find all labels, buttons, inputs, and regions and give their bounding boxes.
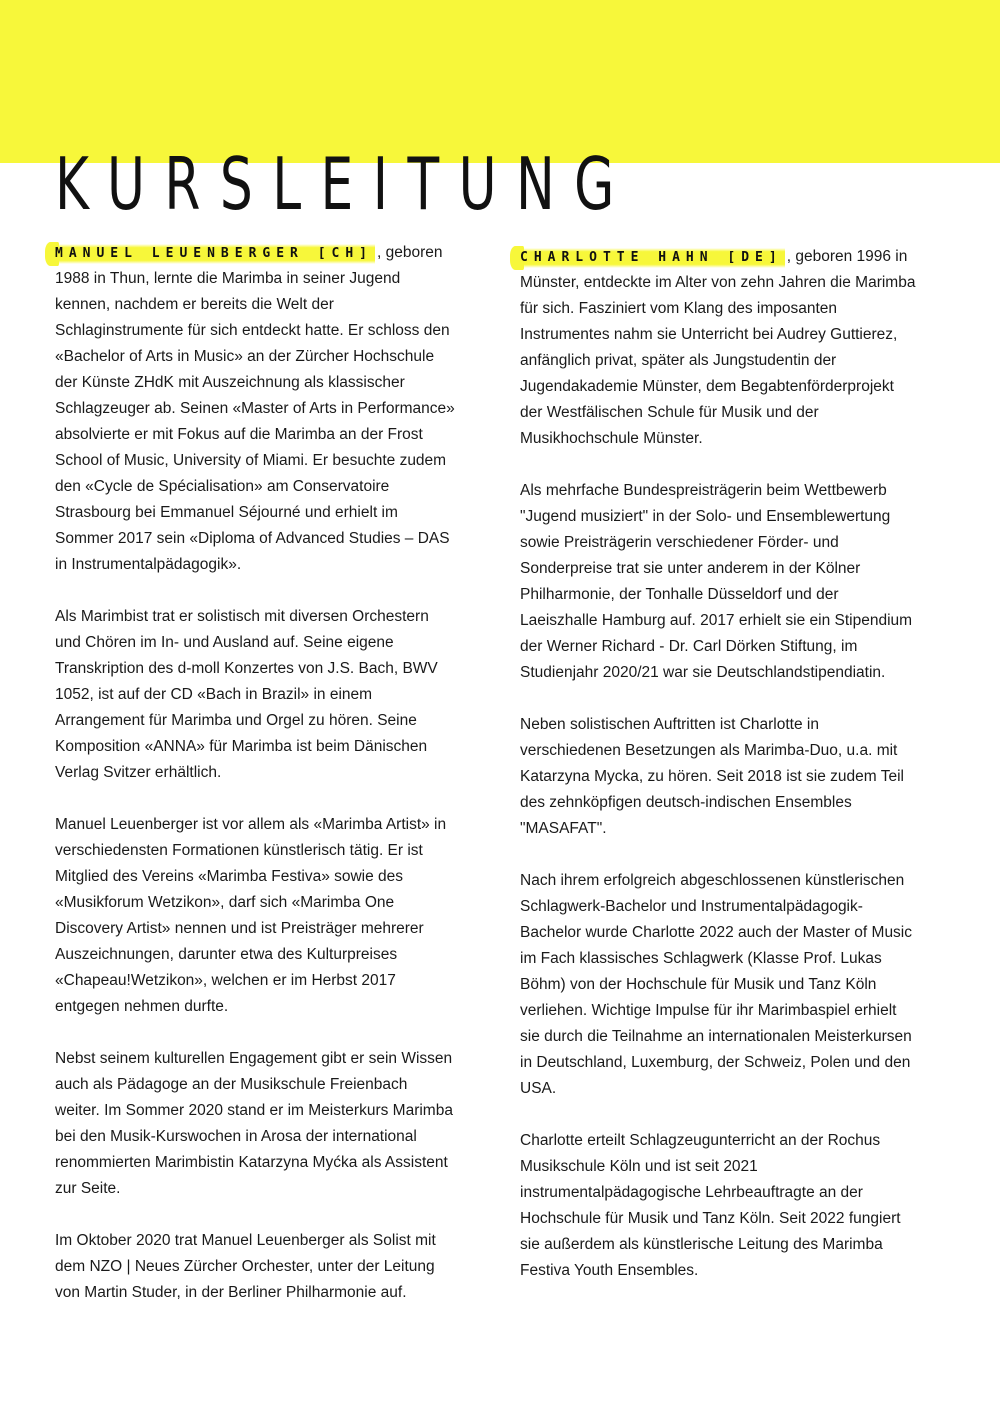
page-title: KURSLEITUNG	[55, 142, 634, 227]
name-tag-charlotte-hahn: CHARLOTTE HAHN [DE]	[520, 248, 785, 268]
bio-column-charlotte-hahn	[520, 244, 920, 1310]
bio-paragraph: Nach ihrem erfolgreich abgeschlossenen künstlerischen Schlagwerk-Bachelor und Instrumentalpädagogik-Bachelor wurde Charlotte 2022 auch der Master of Music im Fach klassisches Schlagwerk (Klasse Prof. Lukas Böhm) von der Hochschule für Musik und Tanz Köln verliehen. Wichtige Impulse für ihr Marimbaspiel erhielt sie durch die Teilnahme an internationalen Meisterkursen in Deutschland, Luxemburg, der Schweiz, Polen und den USA.	[520, 872, 913, 1097]
bio-paragraph: Im Oktober 2020 trat Manuel Leuenberger als Solist mit dem NZO | Neues Zürcher Orchester, unter der Leitung von Martin Studer, in der Berliner Philharmonie auf.	[55, 1232, 436, 1301]
bio-intro-paragraph	[520, 244, 920, 452]
bio-paragraph: Charlotte erteilt Schlagzeugunterricht an der Rochus Musikschule Köln und ist seit 2021 instrumentalpädagogische Lehrbeauftragte an der Hochschule für Musik und Tanz Köln. Seit 2022 fungiert sie außerdem als künstlerische Leitung des Marimba Festiva Youth Ensembles.	[520, 1132, 901, 1279]
name-tag-manuel-leuenberger: MANUEL LEUENBERGER [CH]	[55, 244, 375, 264]
bio-paragraph: Neben solistischen Auftritten ist Charlotte in verschiedenen Besetzungen als Marimba-Duo, u.a. mit Katarzyna Mycka, zu hören. Seit 2018 ist sie zudem Teil des zehnköpfigen deutsch-indischen Ensembles "MASAFAT".	[520, 716, 904, 837]
bio-intro-text: , geboren 1996 in Münster, entdeckte im Alter von zehn Jahren die Marimba für sich. Fasziniert vom Klang des imposanten Instrumentes nahm sie Unterricht bei Audrey Guttierez, anfänglich privat, später als Jungstudentin der Jugendakademie Münster, dem Begabtenförderprojekt der Westfälischen Schule für Musik und der Musikhochschule Münster.	[520, 248, 916, 447]
bio-paragraph: Manuel Leuenberger ist vor allem als «Marimba Artist» in verschiedensten Formationen künstlerisch tätig. Er ist Mitglied des Vereins «Marimba Festiva» sowie des «Musikforum Wetzikon», darf sich «Marimba One Discovery Artist» nennen und ist Preisträger mehrerer Auszeichnungen, darunter etwa des Kulturpreises «Chapeau!Wetzikon», welchen er im Herbst 2017 entgegen nehmen durfte.	[55, 816, 447, 1015]
bio-intro-paragraph	[55, 240, 455, 578]
bio-paragraph: Nebst seinem kulturellen Engagement gibt er sein Wissen auch als Pädagoge an der Musikschule Freienbach weiter. Im Sommer 2020 stand er im Meisterkurs Marimba bei den Musik-Kurswochen in Arosa der international renommierten Marimbistin Katarzyna Myćka als Assistent zur Seite.	[55, 1050, 453, 1197]
bio-column-manuel-leuenberger	[55, 240, 455, 1332]
bio-paragraph: Als Marimbist trat er solistisch mit diversen Orchestern und Chören im In- und Ausland auf. Seine eigene Transkription des d-moll Konzertes von J.S. Bach, BWV 1052, ist auf der CD «Bach in Brazil» in einem Arrangement für Marimba und Orgel zu hören. Seine Komposition «ANNA» für Marimba ist beim Dänischen Verlag Svitzer erhältlich.	[55, 608, 438, 781]
bio-intro-text: , geboren 1988 in Thun, lernte die Marimba in seiner Jugend kennen, nachdem er bereits die Welt der Schlaginstrumente für sich entdeckt hatte. Er schloss den «Bachelor of Arts in Music» an der Zürcher Hochschule der Künste ZHdK mit Auszeichnung als klassischer Schlagzeuger ab. Seinen «Master of Arts in Performance» absolvierte er mit Fokus auf die Marimba an der Frost School of Music, University of Miami. Er besuchte zudem den «Cycle de Spécialisation» am Conservatoire Strasbourg bei Emmanuel Séjourné und erhielt im Sommer 2017 sein «Diploma of Advanced Studies – DAS in Instrumentalpädagogik».	[55, 244, 455, 573]
bio-paragraph: Als mehrfache Bundespreisträgerin beim Wettbewerb "Jugend musiziert" in der Solo- und Ensemblewertung sowie Preisträgerin verschiedener Förder- und Sonderpreise trat sie unter anderem in der Kölner Philharmonie, der Tonhalle Düsseldorf und der Laeiszhalle Hamburg auf. 2017 erhielt sie ein Stipendium der Werner Richard - Dr. Carl Dörken Stiftung, im Studienjahr 2020/21 war sie Deutschlandstipendiatin.	[520, 482, 913, 681]
header-highlight-band	[0, 0, 1000, 163]
